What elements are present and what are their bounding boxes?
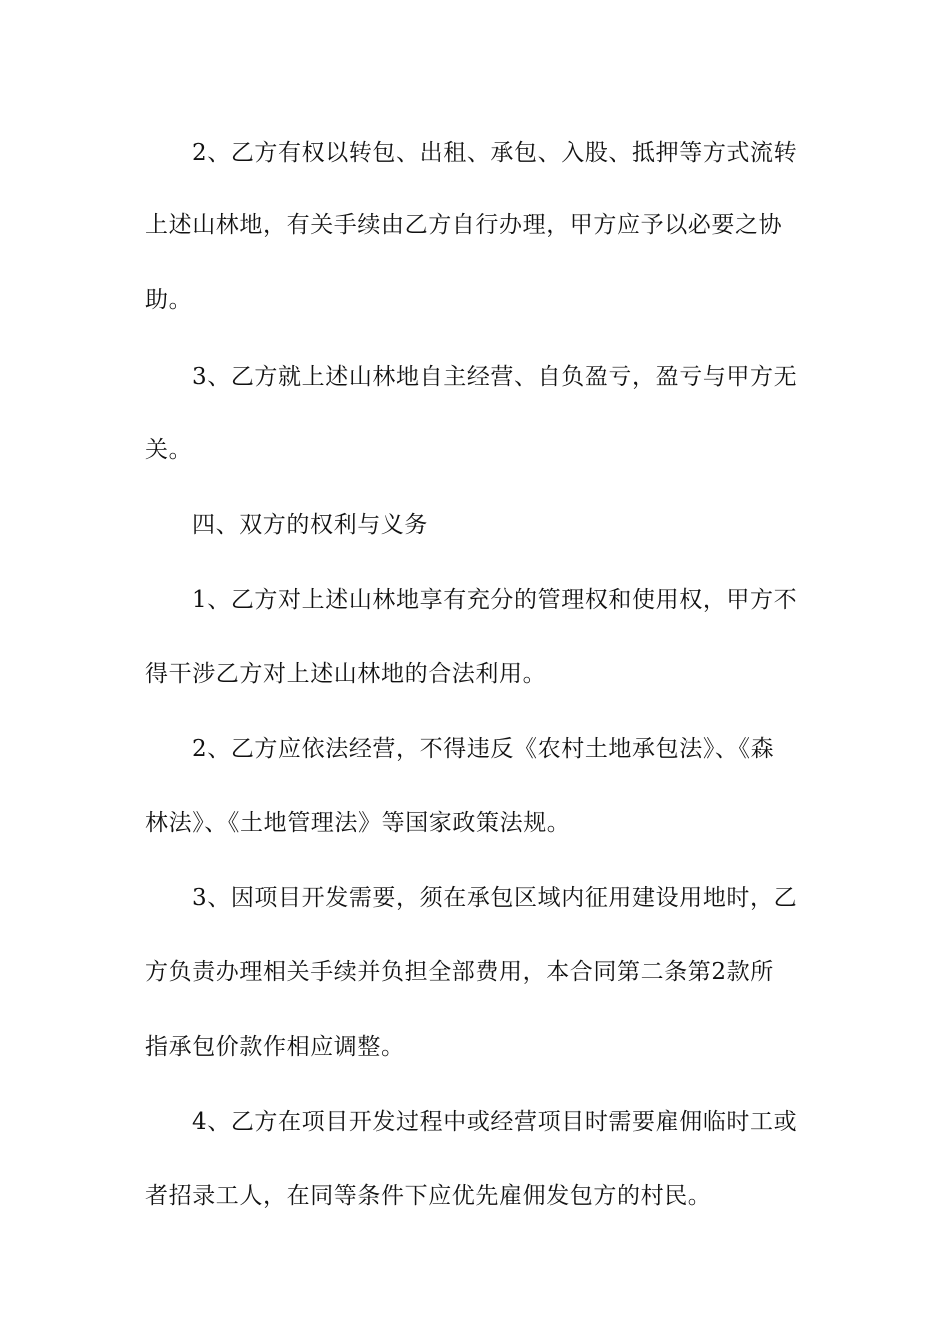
paragraph-line: 指承包价款作相应调整。	[145, 1034, 405, 1060]
paragraph-line: 3、因项目开发需要，须在承包区域内征用建设用地时，乙	[192, 885, 798, 911]
section-heading: 四、双方的权利与义务	[192, 512, 428, 538]
paragraph-line: 者招录工人，在同等条件下应优先雇佣发包方的村民。	[145, 1183, 712, 1209]
paragraph-line: 2、乙方有权以转包、出租、承包、入股、抵押等方式流转	[192, 140, 798, 166]
paragraph-line: 助。	[145, 287, 193, 313]
paragraph-line: 上述山林地，有关手续由乙方自行办理，甲方应予以必要之协	[145, 212, 783, 238]
paragraph-line: 2、乙方应依法经营，不得违反《农村土地承包法》、《森	[192, 736, 775, 762]
paragraph-line: 4、乙方在项目开发过程中或经营项目时需要雇佣临时工或	[192, 1109, 798, 1135]
paragraph-line: 得干涉乙方对上述山林地的合法利用。	[145, 661, 547, 687]
paragraph-line: 林法》、《土地管理法》等国家政策法规。	[145, 810, 571, 836]
paragraph-line: 1、乙方对上述山林地享有充分的管理权和使用权，甲方不	[192, 587, 798, 613]
paragraph-line: 方负责办理相关手续并负担全部费用，本合同第二条第2款所	[145, 959, 774, 985]
paragraph-line: 3、乙方就上述山林地自主经营、自负盈亏，盈亏与甲方无	[192, 364, 798, 390]
paragraph-line: 关。	[145, 437, 193, 463]
